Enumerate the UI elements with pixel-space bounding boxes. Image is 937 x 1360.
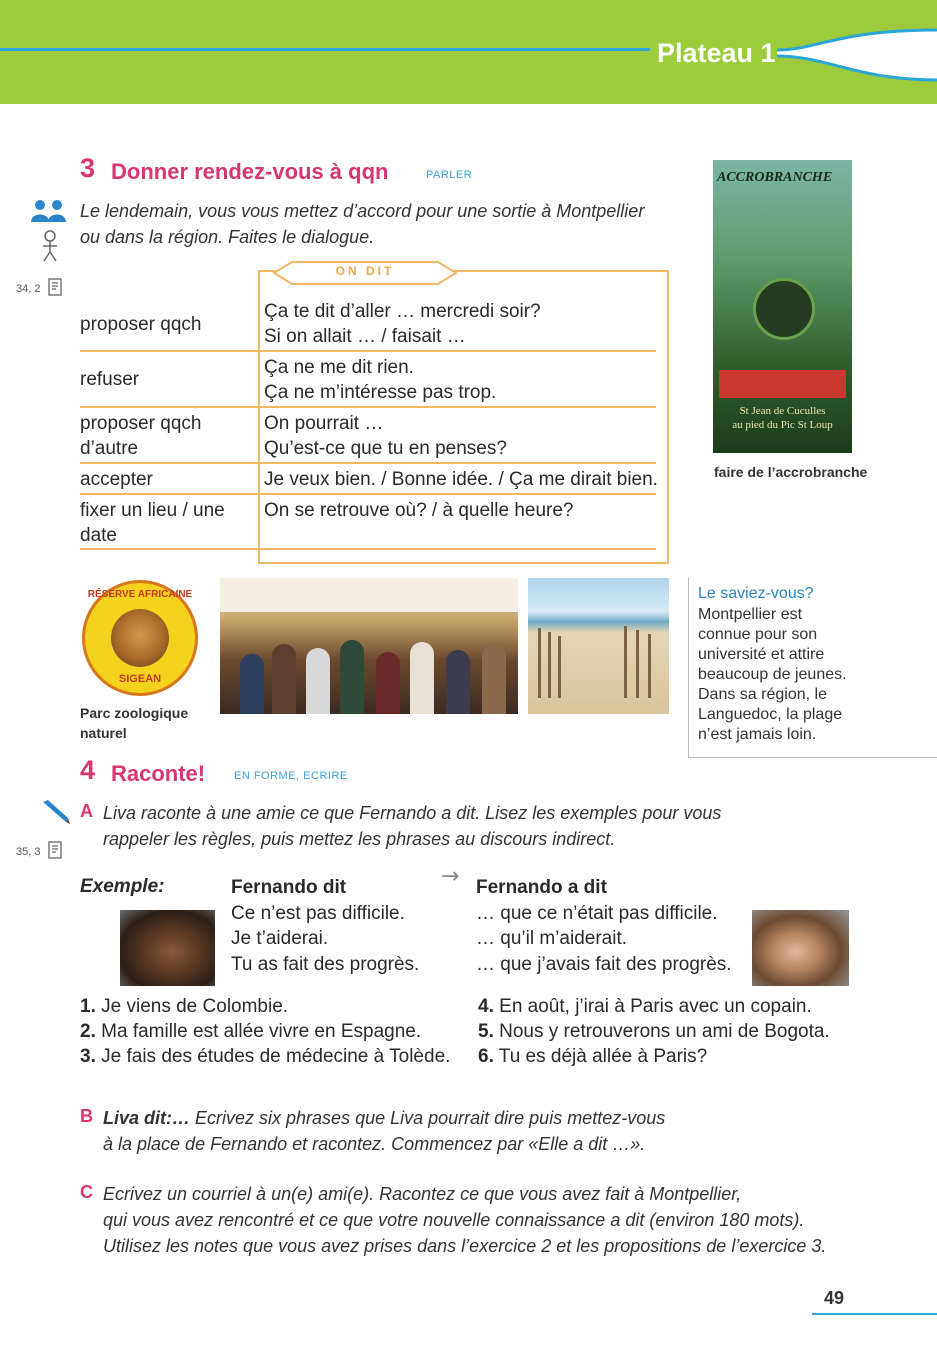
section-4-number: 4 [80,755,96,785]
item-number: 6. [478,1046,494,1067]
poster-footer-line-1: St Jean de Cuculles [739,405,826,417]
item-number: 2. [80,1021,96,1042]
ondit-row-4-phrase-1: Je veux bien. / Bonne idée. / Ça me dirait bien. [264,469,658,490]
item-number: 3. [80,1046,96,1067]
section-3-title: Donner rendez-vous à qqn [111,159,389,184]
street-cafe-photo [220,578,518,714]
fence-post [636,630,639,698]
lion-icon [111,609,169,667]
workbook-ref-2: 35, 3 [16,846,41,858]
exercise-a-instruction-line-2: rappeler les règles, puis mettez les phrases au discours indirect. [103,829,616,849]
info-line: Languedoc, la plage [698,706,843,723]
person [272,644,296,714]
ondit-row-rule [80,462,656,464]
ondit-row-1-phrase-1: Ça te dit d’aller … mercredi soir? [264,301,541,322]
ondit-row-3-phrase-2: Qu’est-ce que tu en penses? [264,438,507,459]
item-number: 4. [478,996,494,1017]
item-number: 5. [478,1021,494,1042]
section-3-instruction-line-2: ou dans la région. Faites le dialogue. [80,227,375,247]
example-left-line-3: Tu as fait des progrès. [231,954,420,975]
fence-post [538,628,541,698]
exercise-c-line-2: qui vous avez rencontré et ce que votre nouvelle connaissance a dit (environ 180 mots). [103,1210,805,1230]
page-number: 49 [824,1288,845,1308]
ondit-row-2-function: refuser [80,369,140,390]
item-3 [80,1044,450,1069]
fernando-portrait [120,910,215,986]
section-3-instruction-line-1: Le lendemain, vous vous mettez d’accord pour une sortie à Montpellier [80,201,645,221]
accrobranche-poster [713,160,852,453]
example-left-line-1: Ce n’est pas difficile. [231,903,405,924]
arrow-right-icon: → [441,864,460,889]
exercise-a-instruction-line-1: Liva raconte à une amie ce que Fernando a dit. Lisez les exemples pour vous [103,803,722,823]
item-4 [478,994,812,1019]
example-right-line-2: … qu’il m’aiderait. [476,928,627,949]
exercise-c-line-3: Utilisez les notes que vous avez prises dans l’exercice 2 et les propositions de l’exercice 3. [103,1236,827,1256]
badge-caption-line-2: naturel [80,725,127,741]
section-3-number: 3 [80,153,96,183]
header-rule [0,48,650,51]
fence-post [648,634,651,698]
item-text: Je fais des études de médecine à Tolède. [101,1046,451,1067]
item-number: 1. [80,996,96,1017]
badge-text-top: RÉSERVE AFRICAINE [87,589,193,600]
person [482,644,506,714]
ondit-row-1-phrase-2: Si on allait … / faisait … [264,326,466,347]
item-6 [478,1044,707,1069]
poster-footer-line-2: au pied du Pic St Loup [732,419,833,431]
poster-title: ACCROBRANCHE [717,170,833,185]
ondit-row-5-phrase-1: On se retrouve où? / à quelle heure? [264,500,574,521]
info-line: n’est jamais loin. [698,726,817,743]
item-text: Ma famille est allée vivre en Espagne. [101,1021,422,1042]
chapter-title: Plateau 1 [657,38,776,68]
item-text: Nous y retrouverons un ami de Bogota. [499,1021,830,1042]
section-4-title: Raconte! [111,761,206,786]
ondit-row-rule [80,493,656,495]
exercise-b-letter: B [80,1106,93,1126]
ondit-top-rule-right [440,270,669,272]
info-line: université et attire [698,646,825,663]
info-line: beaucoup de jeunes. [698,666,847,683]
ondit-row-4-function: accepter [80,469,153,490]
poster-footer [717,404,848,432]
workbook-icon [48,841,64,861]
example-right-line-3: … que j’avais fait des progrès. [476,954,732,975]
info-line: Dans sa région, le [698,686,827,703]
exercise-b-line-2: à la place de Fernando et racontez. Commencez par «Elle a dit …». [103,1134,646,1154]
item-5 [478,1019,830,1044]
person [410,642,434,714]
ondit-row-3-function-1: proposer qqch [80,413,202,434]
header-band [0,0,937,104]
ondit-row-5-function-2: date [80,525,117,546]
ondit-row-rule [80,406,656,408]
fence-post [558,636,561,698]
speaking-figure-icon [38,230,62,262]
fence-post [548,632,551,698]
ondit-row-1-function: proposer qqch [80,314,202,335]
item-text: Je viens de Colombie. [101,996,289,1017]
le-saviez-vous-box [688,578,937,758]
item-text: Tu es déjà allée à Paris? [498,1046,708,1067]
fence-post [624,626,627,698]
exercise-c-letter: C [80,1182,93,1202]
example-left-head: Fernando dit [231,877,347,898]
info-line: connue pour son [698,626,818,643]
exercise-b-line-1-rest: Ecrivez six phrases que Liva pourrait dire puis mettez-vous [190,1108,666,1128]
wave-ornament-icon [777,20,937,90]
person [240,654,264,714]
beach-photo [528,578,669,714]
ondit-row-2-phrase-1: Ça ne me dit rien. [264,357,414,378]
exercise-a-letter: A [80,801,93,821]
pair-work-icon [30,198,68,224]
ondit-label: ON DIT [335,264,395,278]
info-line: Montpellier est [698,606,803,623]
ondit-row-2-phrase-2: Ça ne m’intéresse pas trop. [264,382,497,403]
workbook-ref-1: 34, 2 [16,283,41,295]
ondit-row-3-function-2: d’autre [80,438,139,459]
person [340,640,364,714]
reserve-africaine-badge [82,580,198,696]
awning [220,578,518,612]
section-4-tag: EN FORME, ECRIRE [234,770,348,782]
item-1 [80,994,288,1019]
workbook-icon [48,278,64,298]
example-left-line-2: Je t’aiderai. [231,928,329,949]
example-label: Exemple: [80,876,165,897]
info-title: Le saviez-vous? [698,585,814,602]
item-2 [80,1019,421,1044]
person [376,652,400,714]
ondit-row-5-function-1: fixer un lieu / une [80,500,225,521]
section-3-tag: PARLER [426,169,473,181]
ondit-column-divider [258,296,260,548]
example-right-head: Fernando a dit [476,877,607,898]
ondit-row-rule [80,548,656,550]
exercise-b-lead: Liva dit:… [103,1108,191,1128]
item-text: En août, j’irai à Paris avec un copain. [499,996,812,1017]
example-right-line-1: … que ce n’était pas difficile. [476,903,718,924]
ondit-row-rule [80,350,656,352]
page-number-rule [812,1313,937,1315]
liva-portrait [752,910,849,986]
person [306,648,330,714]
person [446,650,470,714]
exercise-b-line-1 [103,1105,665,1131]
poster-info-band [719,370,846,398]
badge-caption-line-1: Parc zoologique [80,705,189,721]
badge-text-bottom: SIGEAN [118,673,162,685]
ondit-row-3-phrase-1: On pourrait … [264,413,384,434]
poster-emblem [753,278,815,340]
pencil-icon [40,798,70,824]
exercise-c-line-1: Ecrivez un courriel à un(e) ami(e). Racontez ce que vous avez fait à Montpellier, [103,1184,742,1204]
poster-caption: faire de l’accrobranche [714,464,868,480]
